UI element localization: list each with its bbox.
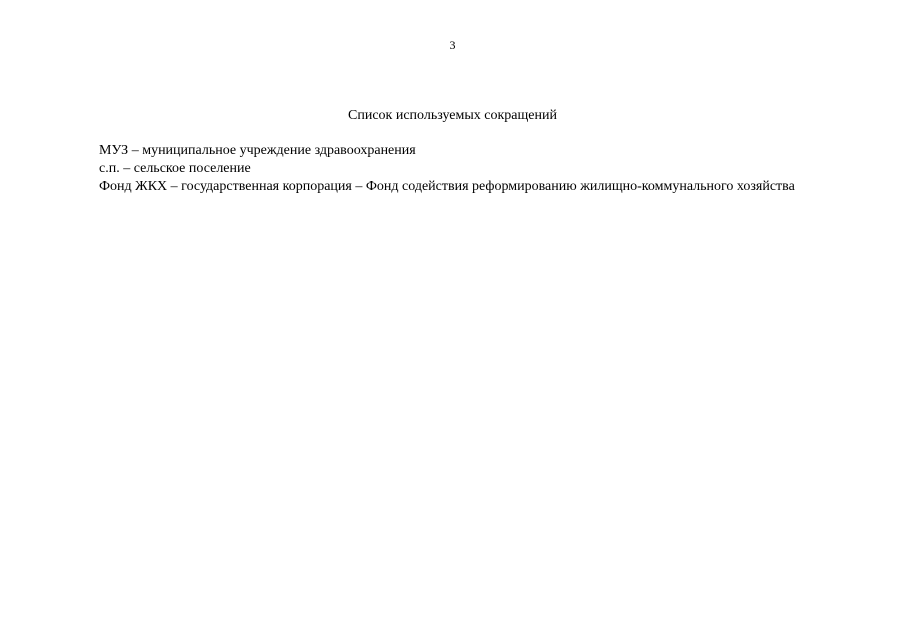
abbreviation-definition: государственная корпорация – Фонд содействия реформированию жилищно-коммунального хозяйства [181, 179, 795, 194]
abbreviation-dash: – [170, 179, 178, 194]
abbreviation-dash: – [131, 143, 139, 158]
abbreviation-item [62, 178, 844, 196]
abbreviation-list [62, 142, 844, 196]
abbreviation-definition: сельское поселение [133, 161, 251, 176]
abbreviation-term: Фонд ЖКХ [99, 179, 168, 194]
abbreviation-term: с.п. [99, 161, 120, 176]
abbreviation-definition: муниципальное учреждение здравоохранения [142, 143, 416, 158]
abbreviation-item [62, 160, 844, 178]
abbreviation-term: МУЗ [99, 143, 129, 158]
page-title: Список используемых сокращений [348, 108, 557, 123]
page-number: 3 [449, 38, 456, 52]
abbreviation-dash: – [123, 161, 131, 176]
abbreviation-item [62, 142, 844, 160]
